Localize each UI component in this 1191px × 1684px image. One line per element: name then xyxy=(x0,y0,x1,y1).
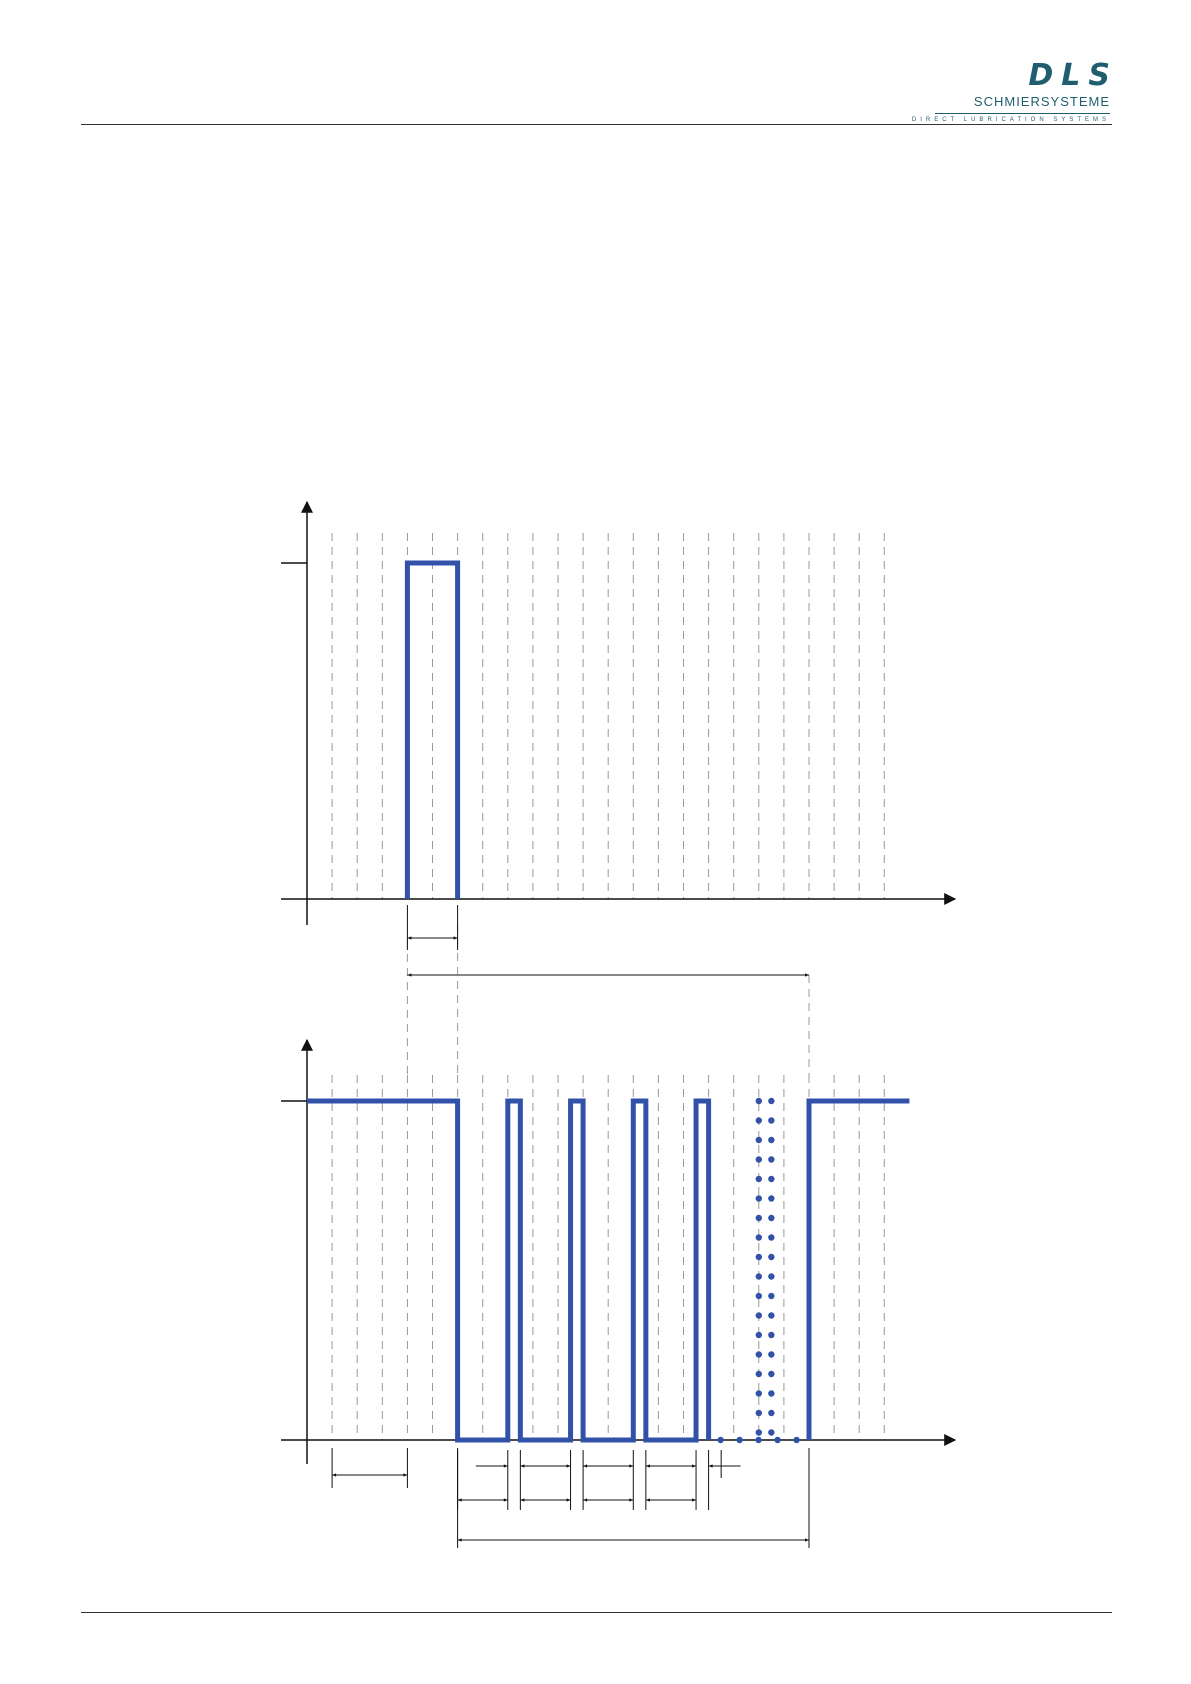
signal-dot xyxy=(756,1117,762,1123)
connector-lines xyxy=(407,925,809,1075)
signal-dot xyxy=(756,1195,762,1201)
signal-dot xyxy=(756,1312,762,1318)
signal-dot xyxy=(768,1156,774,1162)
signal-dot xyxy=(756,1390,762,1396)
grid-top xyxy=(332,533,884,899)
signal-dot xyxy=(768,1293,774,1299)
signal-dot xyxy=(756,1293,762,1299)
signal-dot xyxy=(768,1117,774,1123)
signal-dot xyxy=(756,1254,762,1260)
logo-tagline: DIRECT LUBRICATION SYSTEMS xyxy=(911,117,1110,123)
signal-dot xyxy=(768,1195,774,1201)
signal-dot xyxy=(768,1215,774,1221)
signal-dot xyxy=(756,1156,762,1162)
signal-dot xyxy=(756,1215,762,1221)
signal-dot xyxy=(768,1273,774,1279)
signal-dot xyxy=(756,1429,762,1435)
signal-dot xyxy=(768,1137,774,1143)
signal-dot xyxy=(756,1410,762,1416)
signal-dot xyxy=(768,1351,774,1357)
signal-dot xyxy=(768,1410,774,1416)
signal-dot xyxy=(768,1371,774,1377)
signal-dot xyxy=(756,1234,762,1240)
signal-dot xyxy=(793,1437,799,1443)
signal-dot xyxy=(756,1098,762,1104)
signal-dot xyxy=(768,1429,774,1435)
signal-dot xyxy=(768,1098,774,1104)
grid-bottom xyxy=(332,1075,884,1440)
logo-mark: DLS xyxy=(1028,58,1118,93)
signal-dot xyxy=(768,1254,774,1260)
signal-dot xyxy=(717,1437,723,1443)
signal-dot xyxy=(768,1234,774,1240)
signal-dot xyxy=(755,1437,761,1443)
signal-dot xyxy=(756,1351,762,1357)
signal-dot xyxy=(756,1137,762,1143)
signal-dot xyxy=(756,1176,762,1182)
logo-name: SCHMIERSYSTEME xyxy=(973,94,1110,109)
signal-dot xyxy=(756,1371,762,1377)
signal-dot xyxy=(774,1437,780,1443)
signal-dot xyxy=(756,1273,762,1279)
signal-dot xyxy=(736,1437,742,1443)
signal-dot xyxy=(768,1312,774,1318)
signal-dot xyxy=(768,1390,774,1396)
signal-dot xyxy=(768,1332,774,1338)
signal-dot xyxy=(768,1176,774,1182)
signal-dot xyxy=(756,1332,762,1338)
